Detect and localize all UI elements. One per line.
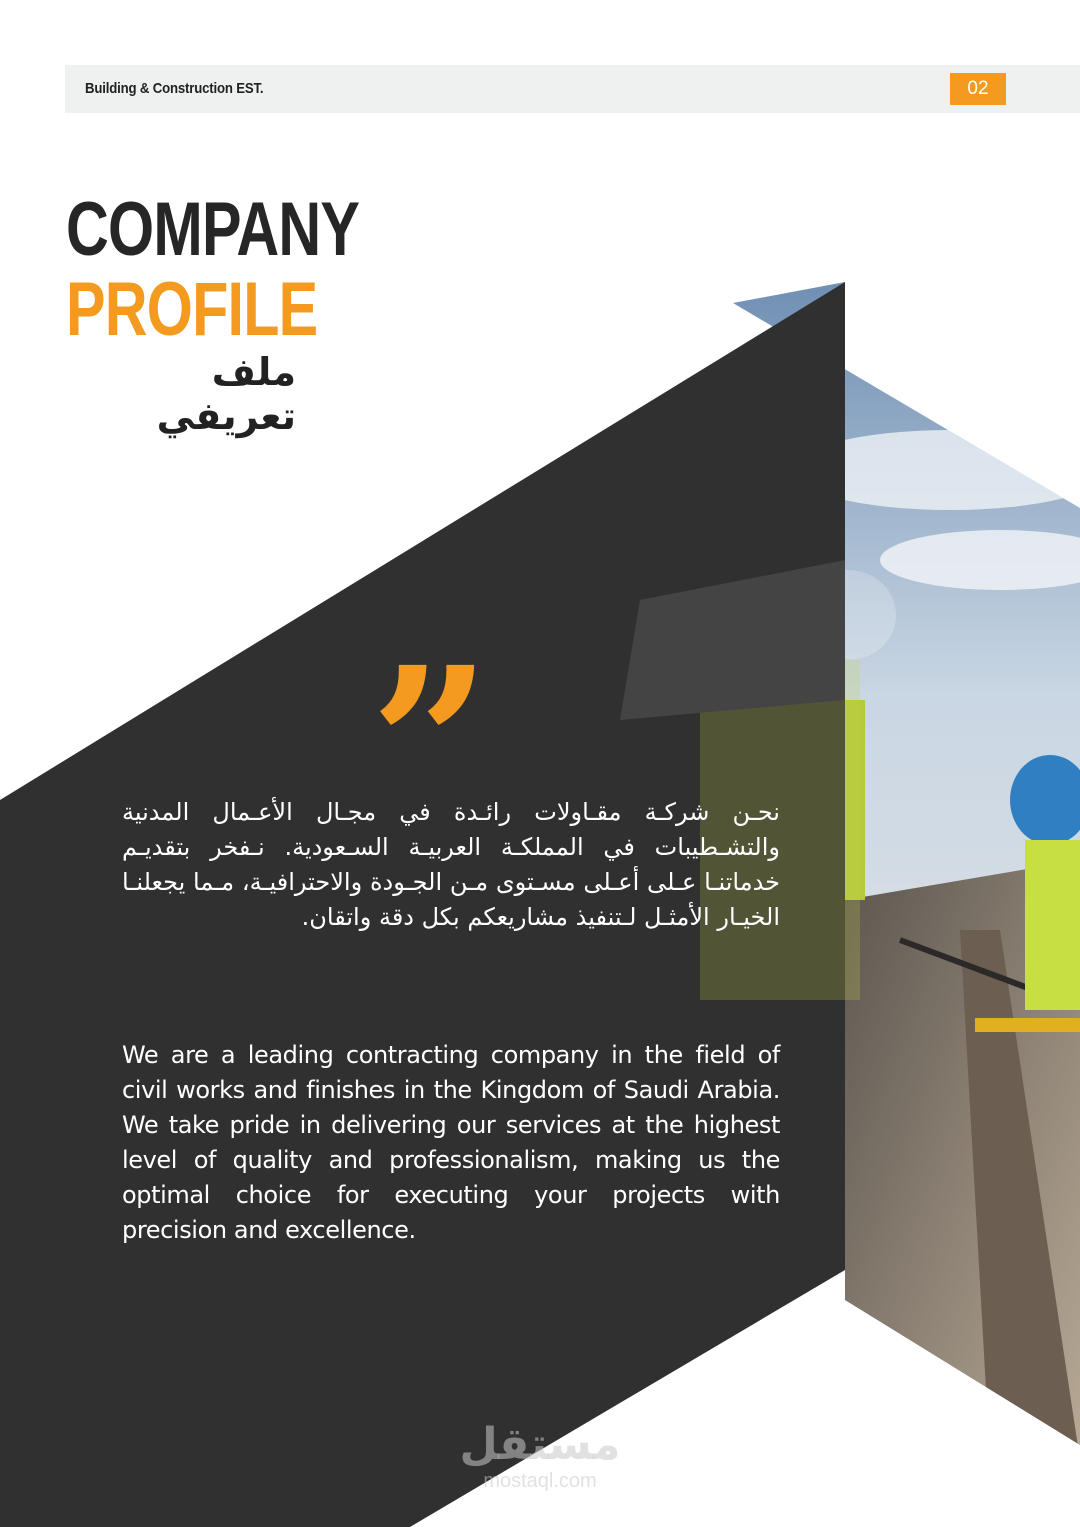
intro-paragraph-arabic: نحـن شركـة مقـاولات رائـدة في مجـال الأعـمال المدنية والتشـطيبات في المملكـة العربيـة السـعودية. نـفخر بتقديـم خدماتنـا عـلى أعـلى مسـتوى مـن الجـودة والاحترافيـة، مـما يجعلنـا الخيـار الأمثـل لـتنفيذ مشاريعكم بكل دقة واتقان. bbox=[122, 798, 780, 931]
page-number-badge: 02 bbox=[950, 73, 1006, 105]
title-arabic: ملف تعريفي bbox=[156, 350, 296, 438]
watermark bbox=[450, 1420, 630, 1492]
title-company: COMPANY bbox=[66, 187, 360, 272]
title-profile: PROFILE bbox=[66, 267, 318, 352]
watermark-arabic: مستقل bbox=[459, 1419, 621, 1470]
intro-paragraph-english: We are a leading contracting company in the field of civil works and finishes in the Kingdom of Saudi Arabia. We take pride in delivering our services at the highest level of quality and professionalism, making us the optimal choice for executing your projects with precision and excellence. bbox=[122, 1041, 780, 1244]
brand-name: Building & Construction EST. bbox=[85, 80, 264, 97]
watermark-url: mostaql.com bbox=[483, 1470, 597, 1492]
quote-icon: ” bbox=[370, 621, 491, 868]
